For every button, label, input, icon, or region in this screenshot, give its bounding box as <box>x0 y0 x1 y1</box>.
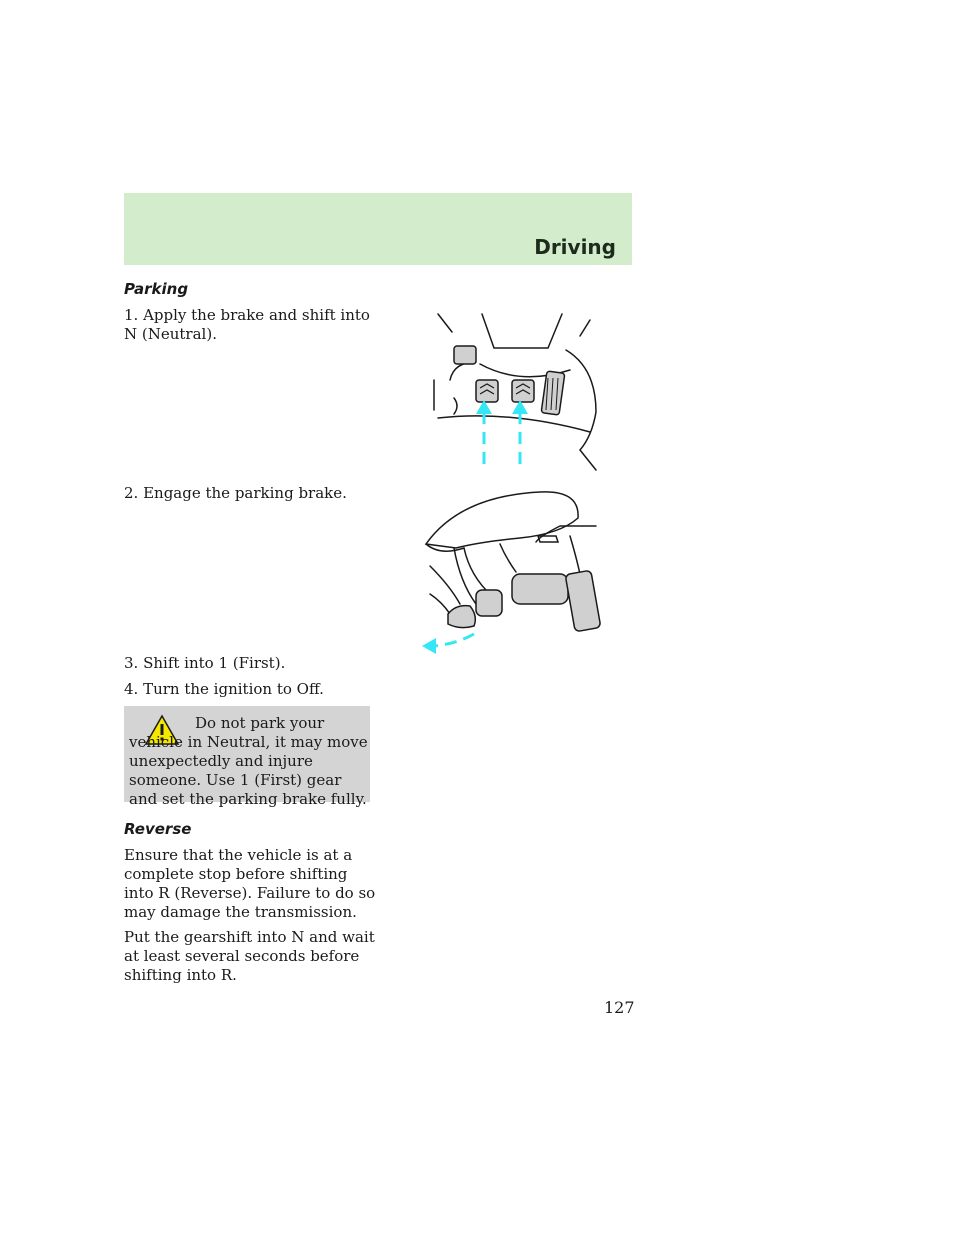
warning-text: Do not park your vehicle in Neutral, it may move unexpectedly and injure someone. Use 1 (First) gear and set the parking brake fully. <box>129 714 368 808</box>
section-title: Driving <box>534 235 616 259</box>
page-number: 127 <box>604 998 635 1017</box>
parking-heading: Parking <box>124 280 189 298</box>
parking-step-2: 2. Engage the parking brake. <box>124 484 347 502</box>
parking-step-3: 3. Shift into 1 (First). <box>124 654 286 672</box>
reverse-paragraph-2: Put the gearshift into N and wait at least several seconds before shifting into R. <box>124 928 375 984</box>
parking-brake-illustration <box>420 486 610 656</box>
reverse-paragraph-1: Ensure that the vehicle is at a complete stop before shifting into R (Reverse). Failure to do so may damage the transmission. <box>124 846 376 921</box>
parking-step-4: 4. Turn the ignition to Off. <box>124 680 324 698</box>
pedal-release-illustration <box>420 300 610 475</box>
parking-step-1: 1. Apply the brake and shift into N (Neutral). <box>124 306 370 343</box>
reverse-heading: Reverse <box>124 820 192 838</box>
header-band <box>124 193 632 265</box>
warning-box <box>124 706 370 808</box>
